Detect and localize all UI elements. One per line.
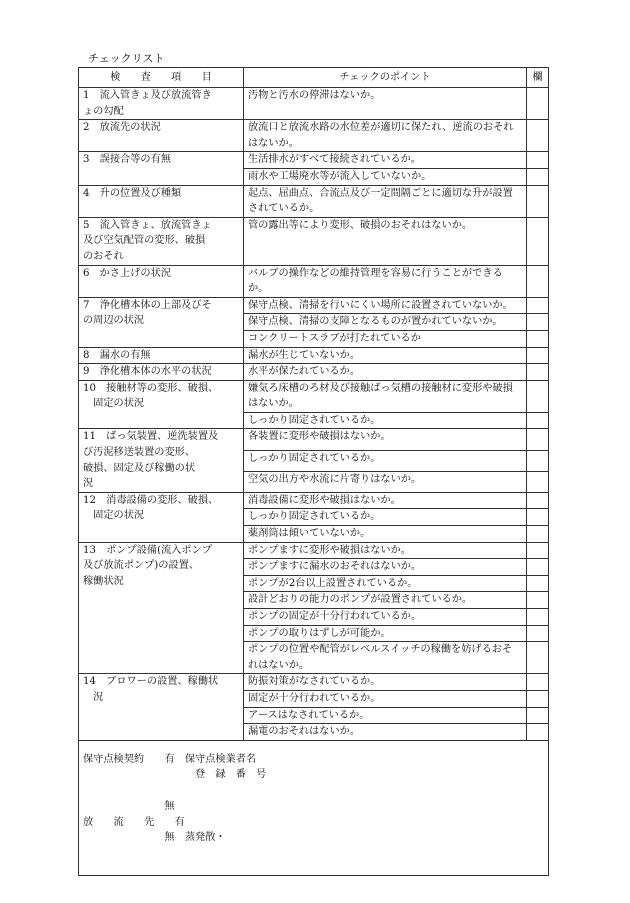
check-point: 雨水や工場廃水等が流入していないか。 (244, 168, 527, 185)
check-mark-cell[interactable] (527, 707, 549, 724)
check-mark-cell[interactable] (527, 471, 549, 492)
footer-row (79, 740, 549, 875)
inspection-item: 6 かさ上げの状況 (79, 265, 244, 297)
table-row (79, 88, 549, 120)
check-mark-cell[interactable] (527, 575, 549, 592)
check-mark-cell[interactable] (527, 724, 549, 741)
contract-info-line (83, 783, 544, 799)
check-mark-cell[interactable] (527, 526, 549, 543)
inspection-item: 2 放流先の状況 (79, 120, 244, 152)
check-mark-cell[interactable] (527, 330, 549, 347)
table-row (79, 217, 549, 265)
table-row (79, 492, 549, 509)
table-row (79, 265, 549, 297)
contract-info-line: 保守点検契約 有 保守点検業者名 (83, 753, 257, 765)
check-mark-cell[interactable] (527, 642, 549, 674)
inspection-item: 4 升の位置及び種類 (79, 185, 244, 217)
check-mark-cell[interactable] (527, 412, 549, 429)
check-point: 固定が十分行われているか。 (244, 690, 527, 707)
check-mark-cell[interactable] (527, 542, 549, 559)
check-mark-cell[interactable] (527, 297, 549, 314)
contract-info-cell (79, 740, 549, 875)
check-point: 放流口と放流水路の水位差が適切に保たれ、逆流のおそれはないか。 (244, 120, 527, 152)
check-point: ポンプますに変形や破損はないか。 (244, 542, 527, 559)
check-mark-cell[interactable] (527, 450, 549, 471)
check-point: 防振対策がなされているか。 (244, 674, 527, 691)
table-row (79, 347, 549, 364)
check-point: ポンプの固定が十分行われているか。 (244, 609, 527, 626)
contract-info-line: 無 (83, 800, 175, 812)
table-row (79, 120, 549, 152)
check-mark-cell[interactable] (527, 492, 549, 509)
check-mark-cell[interactable] (527, 364, 549, 381)
check-point: 消毒設備に変形や破損はないか。 (244, 492, 527, 509)
check-mark-cell[interactable] (527, 120, 549, 152)
table-row (79, 429, 549, 450)
check-mark-cell[interactable] (527, 168, 549, 185)
check-point: しっかり固定されているか。 (244, 509, 527, 526)
check-point: 空気の出方や水流に片寄りはないか。 (244, 471, 527, 492)
check-mark-cell[interactable] (527, 265, 549, 297)
inspection-item: 11 ばっ気装置、逆洗装置及 び汚泥移送装置の変形、 破損、固定及び稼働の状 況 (79, 429, 244, 492)
inspection-item: 9 浄化槽本体の水平の状況 (79, 364, 244, 381)
table-row (79, 674, 549, 691)
contract-info-line: 登 録 番 号 (83, 769, 267, 781)
check-mark-cell[interactable] (527, 380, 549, 412)
check-point: 漏水が生じていないか。 (244, 347, 527, 364)
check-point: 生活排水がすべて接続されているか。 (244, 152, 527, 169)
check-point: ポンプが2台以上設置されているか。 (244, 575, 527, 592)
check-mark-cell[interactable] (527, 625, 549, 642)
check-point: 各装置に変形や破損はないか。 (244, 429, 527, 450)
table-row (79, 542, 549, 559)
check-point: ポンプの取りはずしが可能か。 (244, 625, 527, 642)
checklist-table (78, 67, 549, 876)
inspection-item: 8 漏水の有無 (79, 347, 244, 364)
check-mark-cell[interactable] (527, 88, 549, 120)
table-header-row (79, 68, 549, 88)
check-mark-cell[interactable] (527, 314, 549, 331)
inspection-item: 13 ポンプ設備(流入ポンプ 及び放流ポンプ)の設置、 稼働状況 (79, 542, 244, 674)
check-mark-cell[interactable] (527, 429, 549, 450)
check-point: しっかり固定されているか。 (244, 412, 527, 429)
check-mark-cell[interactable] (527, 217, 549, 265)
check-mark-cell[interactable] (527, 592, 549, 609)
inspection-item: 3 誤接合等の有無 (79, 152, 244, 185)
table-row (79, 152, 549, 169)
check-mark-cell[interactable] (527, 559, 549, 576)
check-point: 設計どおりの能力のポンプが設置されているか。 (244, 592, 527, 609)
table-row (79, 364, 549, 381)
check-point: ポンプの位置や配管がレベルスイッチの稼働を妨げるおそれはないか。 (244, 642, 527, 674)
inspection-item: 10 接触材等の変形、破損、 固定の状況 (79, 380, 244, 429)
check-point: バルブの操作などの維持管理を容易に行うことができるか。 (244, 265, 527, 297)
check-point: 水平が保たれているか。 (244, 364, 527, 381)
check-point: ポンプますに漏水のおそれはないか。 (244, 559, 527, 576)
check-mark-cell[interactable] (527, 674, 549, 691)
contract-info (83, 752, 544, 846)
header-point: チェックのポイント (244, 68, 527, 88)
check-point: 嫌気ろ床槽のろ材及び接触ばっ気槽の接触材に変形や破損はないか。 (244, 380, 527, 412)
table-row (79, 297, 549, 314)
check-point: コンクリートスラブが打たれているか (244, 330, 527, 347)
check-point: 管の露出等により変形、破損のおそれはないか。 (244, 217, 527, 265)
check-point: 薬剤筒は傾いていないか。 (244, 526, 527, 543)
check-mark-cell[interactable] (527, 185, 549, 217)
check-point: 漏電のおそれはないか。 (244, 724, 527, 741)
inspection-item: 1 流入管きょ及び放流管き ょの勾配 (79, 88, 244, 120)
inspection-item: 7 浄化槽本体の上部及びそ の周辺の状況 (79, 297, 244, 347)
check-point: 保守点検、清掃の支障となるものが置かれていないか。 (244, 314, 527, 331)
check-mark-cell[interactable] (527, 690, 549, 707)
check-mark-cell[interactable] (527, 347, 549, 364)
page-title: チェックリスト (88, 52, 165, 65)
check-mark-cell[interactable] (527, 152, 549, 169)
check-point: アースはなされているか。 (244, 707, 527, 724)
inspection-item: 12 消毒設備の変形、破損、 固定の状況 (79, 492, 244, 542)
check-mark-cell[interactable] (527, 509, 549, 526)
check-point: しっかり固定されているか。 (244, 450, 527, 471)
header-item: 検 査 項 目 (79, 68, 244, 88)
inspection-item: 14 ブロワーの設置、稼働状 況 (79, 674, 244, 740)
check-mark-cell[interactable] (527, 609, 549, 626)
contract-info-line: 放 流 先 有 (83, 816, 185, 828)
check-point: 起点、屈曲点、合流点及び一定間隔ごとに適切な升が設置されているか。 (244, 185, 527, 217)
header-mark: 欄 (527, 68, 549, 88)
table-row (79, 380, 549, 412)
inspection-item: 5 流入管きょ、放流管きょ 及び空気配管の変形、破損 のおそれ (79, 217, 244, 265)
table-row (79, 185, 549, 217)
check-point: 汚物と汚水の停滞はないか。 (244, 88, 527, 120)
check-point: 保守点検、清掃を行いにくい場所に設置されていないか。 (244, 297, 527, 314)
contract-info-line: 無 蒸発散・ (83, 832, 226, 844)
